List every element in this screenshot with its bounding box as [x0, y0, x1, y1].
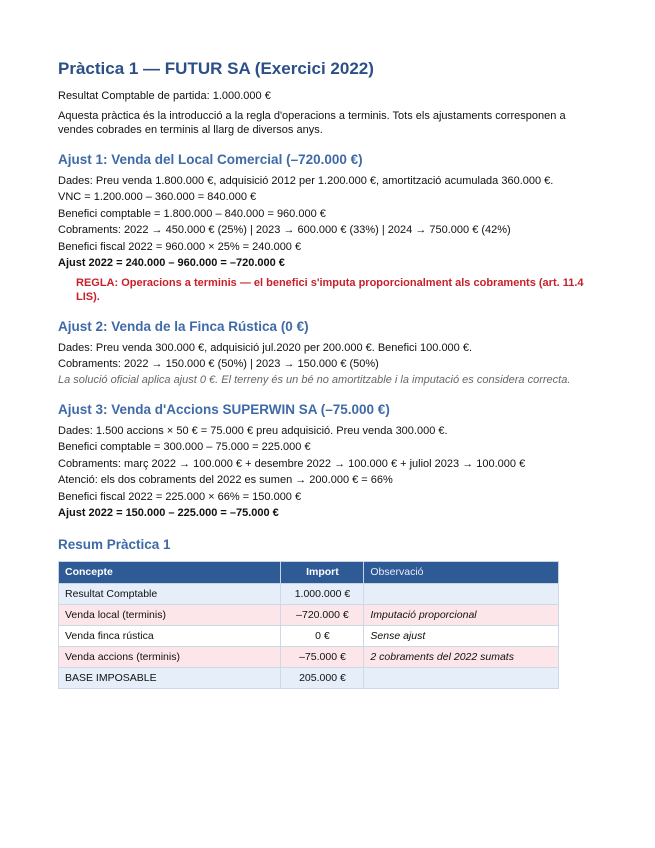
summary-table: [58, 561, 559, 689]
section3-line: Cobraments: març 2022 → 100.000 € + desembre 2022 → 100.000 € + juliol 2023 → 100.000 €: [58, 457, 526, 470]
section1-line: Benefici fiscal 2022 = 960.000 × 25% = 240.000 €: [58, 240, 302, 253]
summary-heading: Resum Pràctica 1: [58, 536, 171, 552]
table-row: [59, 625, 559, 646]
column-header-observation: Observació: [364, 561, 559, 583]
cell-observation: 2 cobraments del 2022 sumats: [364, 646, 559, 667]
section2-line: Dades: Preu venda 300.000 €, adquisició jul.2020 per 200.000 €. Benefici 100.000 €.: [58, 341, 473, 354]
cell-concept: Venda finca rústica: [59, 625, 281, 646]
section2-heading: Ajust 2: Venda de la Finca Rústica (0 €): [58, 318, 309, 334]
table-row: [59, 646, 559, 667]
section1-line: VNC = 1.200.000 – 360.000 = 840.000 €: [58, 191, 257, 203]
section1-line: Dades: Preu venda 1.800.000 €, adquisició 2012 per 1.200.000 €, amortització acumulada 360.000 €.: [58, 174, 554, 187]
table-row: [59, 604, 559, 625]
cell-amount: 205.000 €: [281, 667, 364, 688]
cell-observation: [364, 583, 559, 604]
table-row: [59, 667, 559, 688]
column-header-concept: Concepte: [59, 561, 281, 583]
section3-result: Ajust 2022 = 150.000 – 225.000 = –75.000 €: [58, 507, 279, 519]
cell-concept: BASE IMPOSABLE: [59, 667, 281, 688]
cell-observation: [364, 667, 559, 688]
intro-description: Aquesta pràctica és la introducció a la regla d'operacions a terminis. Tots els ajustaments corresponen a vendes cobrades en terminis al llarg de diversos anys.: [58, 109, 566, 136]
cell-amount: 0 €: [281, 625, 364, 646]
column-header-amount: Import: [281, 561, 364, 583]
section3-heading: Ajust 3: Venda d'Accions SUPERWIN SA (–75.000 €): [58, 401, 390, 417]
summary-table-header: [59, 561, 559, 583]
section1-result: Ajust 2022 = 240.000 – 960.000 = –720.000 €: [58, 257, 285, 269]
cell-amount: 1.000.000 €: [281, 583, 364, 604]
section1-line: Cobraments: 2022 → 450.000 € (25%) | 2023 → 600.000 € (33%) | 2024 → 750.000 € (42%): [58, 224, 511, 236]
section3-line: Benefici fiscal 2022 = 225.000 × 66% = 150.000 €: [58, 490, 302, 503]
section2-note: La solució oficial aplica ajust 0 €. El terreny és un bé no amortitzable i la imputació es considera correcta.: [58, 373, 571, 386]
section2-line: Cobraments: 2022 → 150.000 € (50%) | 2023 → 150.000 € (50%): [58, 358, 379, 370]
section3-line: Atenció: els dos cobraments del 2022 es sumen → 200.000 € = 66%: [58, 474, 393, 486]
cell-observation: Imputació proporcional: [364, 604, 559, 625]
cell-concept: Resultat Comptable: [59, 583, 281, 604]
section3-line: Dades: 1.500 accions × 50 € = 75.000 € preu adquisició. Preu venda 300.000 €.: [58, 424, 448, 437]
intro-starting-result: Resultat Comptable de partida: 1.000.000 €: [58, 90, 271, 102]
section1-rule-callout: REGLA: Operacions a terminis — el benefici s'imputa proporcionalment als cobraments (art. 11.4 LIS).: [76, 276, 584, 303]
cell-amount: –75.000 €: [281, 646, 364, 667]
document-page: [58, 58, 598, 689]
cell-concept: Venda accions (terminis): [59, 646, 281, 667]
cell-concept: Venda local (terminis): [59, 604, 281, 625]
table-row: [59, 583, 559, 604]
section1-line: Benefici comptable = 1.800.000 – 840.000 = 960.000 €: [58, 207, 326, 220]
section1-heading: Ajust 1: Venda del Local Comercial (–720.000 €): [58, 151, 363, 167]
page-title: Pràctica 1 — FUTUR SA (Exercici 2022): [58, 59, 374, 78]
cell-observation: Sense ajust: [364, 625, 559, 646]
cell-amount: –720.000 €: [281, 604, 364, 625]
section3-line: Benefici comptable = 300.000 – 75.000 = 225.000 €: [58, 441, 311, 453]
